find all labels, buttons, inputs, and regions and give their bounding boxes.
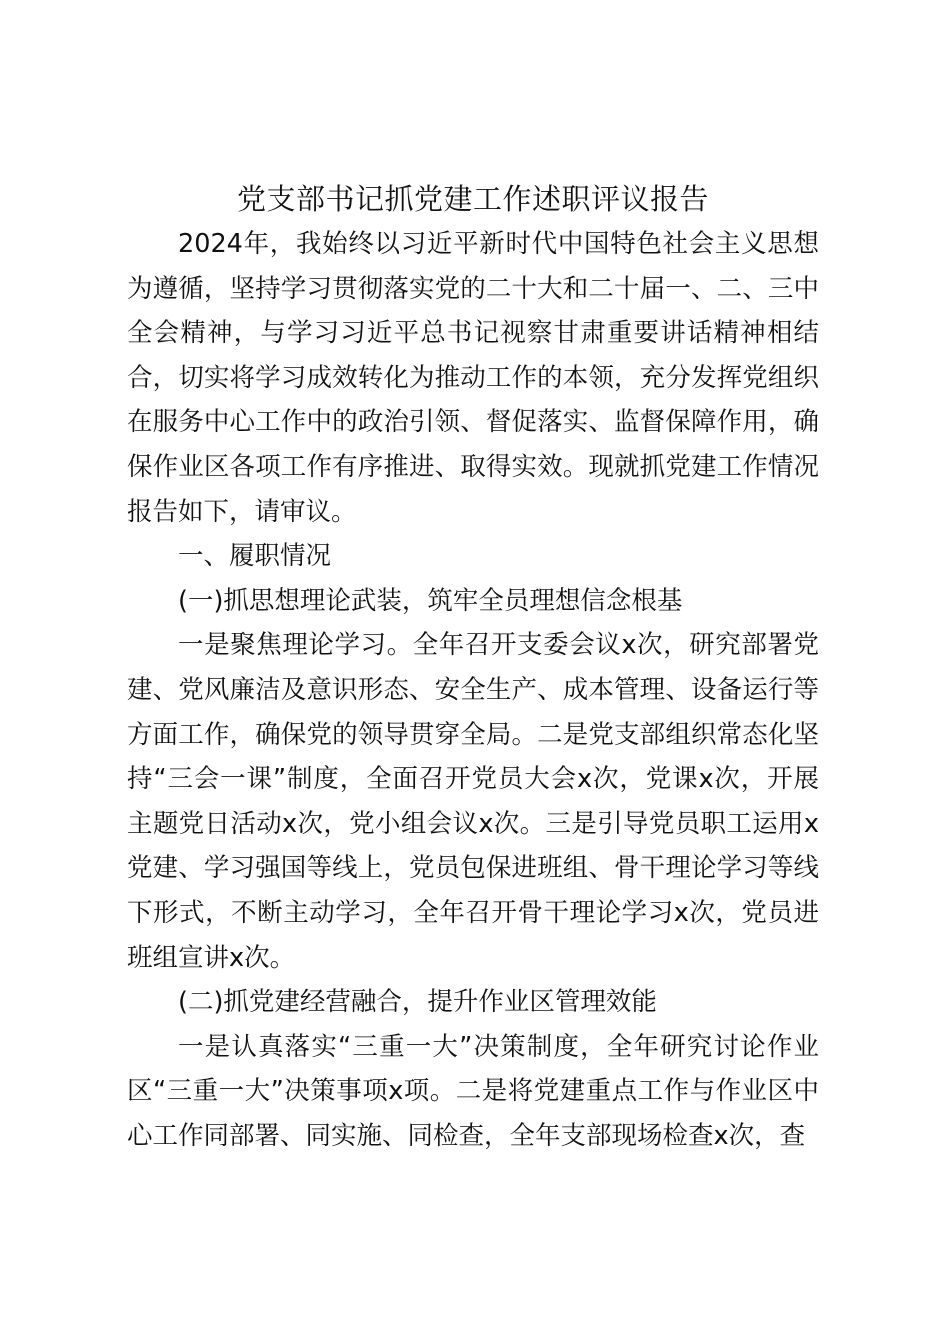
document-page [127,176,819,1158]
subsection-heading-integration: (二)抓党建经营融合，提升作业区管理效能 [178,987,657,1018]
subsection-body-theory: 一是聚焦理论学习。全年召开支委会议x次，研究部署党建、党风廉洁及意识形态、安全生产、成本管理、设备运行等方面工作，确保党的领导贯穿全局。二是党支部组织常态化坚持“三会一课”制度，全面召开党员大会x次，党课x次，开展主题党日活动x次，党小组会议x次。三是引导党员职工运用x党建、学习强国等线上，党员包保进班组、骨干理论学习等线下形式，不断主动学习，全年召开骨干理论学习x次，党员进班组宣讲x次。 [127,630,819,973]
section-heading-performance: 一、履职情况 [178,541,332,572]
intro-paragraph: 2024年，我始终以习近平新时代中国特色社会主义思想为遵循，坚持学习贯彻落实党的二十大和二十届一、二、三中全会精神，与学习习近平总书记视察甘肃重要讲话精神相结合，切实将学习成效转化为推动工作的本领，充分发挥党组织在服务中心工作中的政治引领、督促落实、监督保障作用，确保作业区各项工作有序推进、取得实效。现就抓党建工作情况报告如下，请审议。 [127,229,819,527]
document-title: 党支部书记抓党建工作述职评议报告 [236,182,709,216]
subsection-body-integration: 一是认真落实“三重一大”决策制度，全年研究讨论作业区“三重一大”决策事项x项。二是将党建重点工作与作业区中心工作同部署、同实施、同检查，全年支部现场检查x次，查 [127,1031,819,1151]
subsection-heading-theory: (一)抓思想理论武装，筑牢全员理想信念根基 [178,585,683,616]
